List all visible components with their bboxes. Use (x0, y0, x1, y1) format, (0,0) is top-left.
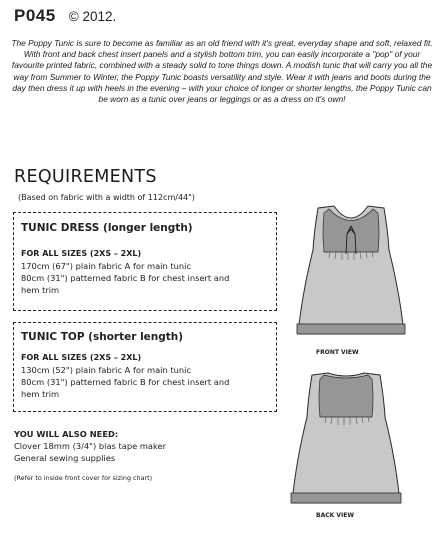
also-need-item: General sewing supplies (14, 453, 116, 463)
copyright-text: © 2012. (68, 9, 117, 24)
requirements-note: (Based on fabric with a width of 112cm/44") (18, 193, 195, 202)
requirements-heading: REQUIREMENTS (14, 167, 157, 187)
tunic-dress-box (13, 212, 277, 311)
tunic-top-fabric-b: 80cm (31") patterned fabric B for chest insert and (21, 377, 230, 387)
tunic-dress-title: TUNIC DRESS (longer length) (21, 222, 193, 234)
intro-paragraph: The Poppy Tunic is sure to become as familiar as an old friend with it's great, everyday shape and soft, relaxed fit. With front and back chest insert panels and a stylish bottom trim, you can easily incorporate a "pop" of your favourite printed fabric, combined with a steady solid to tone things down. A modish tunic that will carry you all the way from Summer to Winter, the Poppy Tunic boasts versatility and style. Wear it with jeans and boots during the day then dress it up with heels in the evening – with your choice of longer or shorter lengths, the Poppy Tunic can be worn as a tunic over jeans or leggings or as a dress on it's own! (11, 38, 433, 105)
tunic-dress-sizes: FOR ALL SIZES (2XS – 2XL) (21, 249, 142, 258)
tunic-dress-fabric-a: 170cm (67") plain fabric A for main tunic (21, 261, 192, 271)
sizing-note: (Refer to inside front cover for sizing chart) (14, 474, 153, 482)
tunic-top-title: TUNIC TOP (shorter length) (21, 331, 184, 343)
pattern-code: P045 (14, 6, 56, 25)
back-view-illustration (288, 369, 404, 507)
hem-trim-back (291, 493, 401, 503)
back-view-label: BACK VIEW (316, 512, 354, 519)
tunic-dress-fabric-b: 80cm (31") patterned fabric B for chest insert and (21, 273, 230, 283)
also-need-item: Clover 18mm (3/4") bias tape maker (14, 441, 167, 451)
pattern-header (14, 6, 116, 26)
tunic-top-fabric-a: 130cm (52") plain fabric A for main tunic (21, 365, 192, 375)
tunic-top-sizes: FOR ALL SIZES (2XS – 2XL) (21, 353, 142, 362)
tunic-dress-fabric-b-cont: hem trim (21, 285, 60, 295)
tunic-top-fabric-b-cont: hem trim (21, 389, 60, 399)
front-view-label: FRONT VIEW (316, 349, 359, 356)
front-view-illustration (296, 202, 406, 344)
chest-insert-front (323, 209, 379, 252)
chest-insert-back (319, 375, 373, 417)
tunic-top-box (13, 322, 277, 412)
also-need-heading: YOU WILL ALSO NEED: (14, 429, 119, 439)
hem-trim-front (297, 324, 405, 334)
